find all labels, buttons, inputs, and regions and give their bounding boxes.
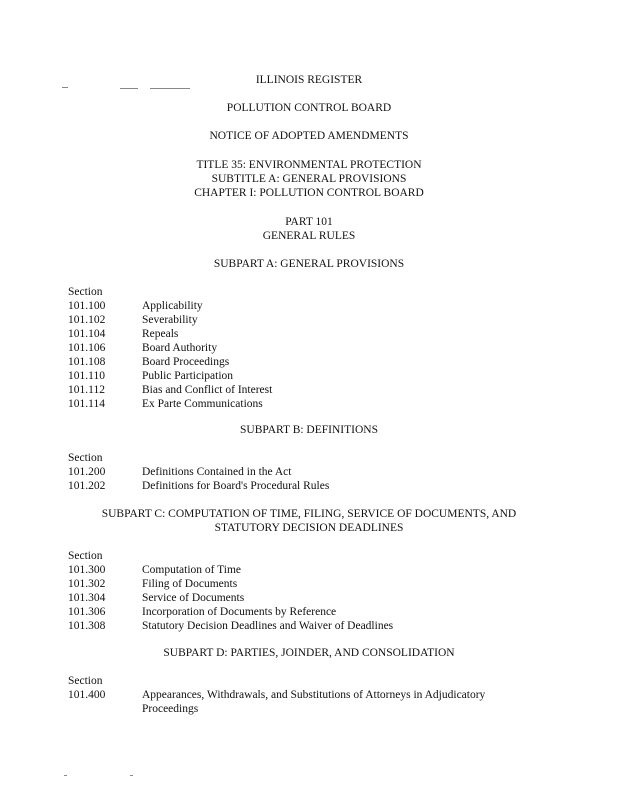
section-number: 101.400 xyxy=(68,689,106,701)
section-label: Section xyxy=(68,452,103,464)
section-number: 101.100 xyxy=(68,300,106,312)
scan-artifact xyxy=(64,775,67,776)
section-number: 101.106 xyxy=(68,342,106,354)
section-title: Severability xyxy=(142,314,198,326)
chapter-line: CHAPTER I: POLLUTION CONTROL BOARD xyxy=(194,187,424,199)
section-number: 101.112 xyxy=(68,384,105,396)
scan-artifact xyxy=(150,88,190,89)
section-title: Repeals xyxy=(142,328,179,340)
scan-artifact xyxy=(62,87,68,88)
section-number: 101.202 xyxy=(68,480,106,492)
scan-artifact xyxy=(120,88,138,89)
title-line: TITLE 35: ENVIRONMENTAL PROTECTION xyxy=(196,159,422,171)
section-title: Statutory Decision Deadlines and Waiver of Deadlines xyxy=(142,620,394,632)
section-number: 101.304 xyxy=(68,592,106,604)
section-title: Incorporation of Documents by Reference xyxy=(142,606,337,618)
section-title: Appearances, Withdrawals, and Substitutions of Attorneys in Adjudicatory Proceedings xyxy=(142,689,486,715)
subpart-a-heading: SUBPART A: GENERAL PROVISIONS xyxy=(213,258,405,270)
section-title: Public Participation xyxy=(142,370,234,382)
board-name: POLLUTION CONTROL BOARD xyxy=(226,102,392,114)
subpart-c-heading: SUBPART C: COMPUTATION OF TIME, FILING, SERVICE OF DOCUMENTS, AND xyxy=(101,508,517,520)
section-number: 101.108 xyxy=(68,356,106,368)
section-title: Bias and Conflict of Interest xyxy=(142,384,273,396)
section-title: Computation of Time xyxy=(142,564,242,576)
section-number: 101.200 xyxy=(68,466,106,478)
section-number: 101.110 xyxy=(68,370,105,382)
subtitle-line: SUBTITLE A: GENERAL PROVISIONS xyxy=(211,173,407,185)
section-title: Service of Documents xyxy=(142,592,245,604)
section-title: Applicability xyxy=(142,300,203,312)
scan-artifact xyxy=(130,775,133,776)
section-number: 101.104 xyxy=(68,328,106,340)
subpart-d-heading: SUBPART D: PARTIES, JOINDER, AND CONSOLIDATION xyxy=(163,647,455,659)
section-title: Definitions Contained in the Act xyxy=(142,466,292,478)
section-number: 101.302 xyxy=(68,578,106,590)
section-label: Section xyxy=(68,550,103,562)
subpart-b-heading: SUBPART B: DEFINITIONS xyxy=(240,424,378,436)
section-label: Section xyxy=(68,675,103,687)
section-title: Filing of Documents xyxy=(142,578,238,590)
section-number: 101.308 xyxy=(68,620,106,632)
section-title: Ex Parte Communications xyxy=(142,398,263,410)
subpart-c-heading-cont: STATUTORY DECISION DEADLINES xyxy=(214,522,404,534)
section-title: Definitions for Board's Procedural Rules xyxy=(142,480,330,492)
section-title: Board Proceedings xyxy=(142,356,230,368)
section-number: 101.300 xyxy=(68,564,106,576)
part-name: GENERAL RULES xyxy=(262,230,356,242)
section-number: 101.102 xyxy=(68,314,106,326)
section-number: 101.306 xyxy=(68,606,106,618)
section-label: Section xyxy=(68,286,103,298)
section-number: 101.114 xyxy=(68,398,105,410)
notice-title: NOTICE OF ADOPTED AMENDMENTS xyxy=(209,130,409,142)
register-title: ILLINOIS REGISTER xyxy=(255,74,363,86)
part-number: PART 101 xyxy=(285,216,333,228)
section-title: Board Authority xyxy=(142,342,218,354)
